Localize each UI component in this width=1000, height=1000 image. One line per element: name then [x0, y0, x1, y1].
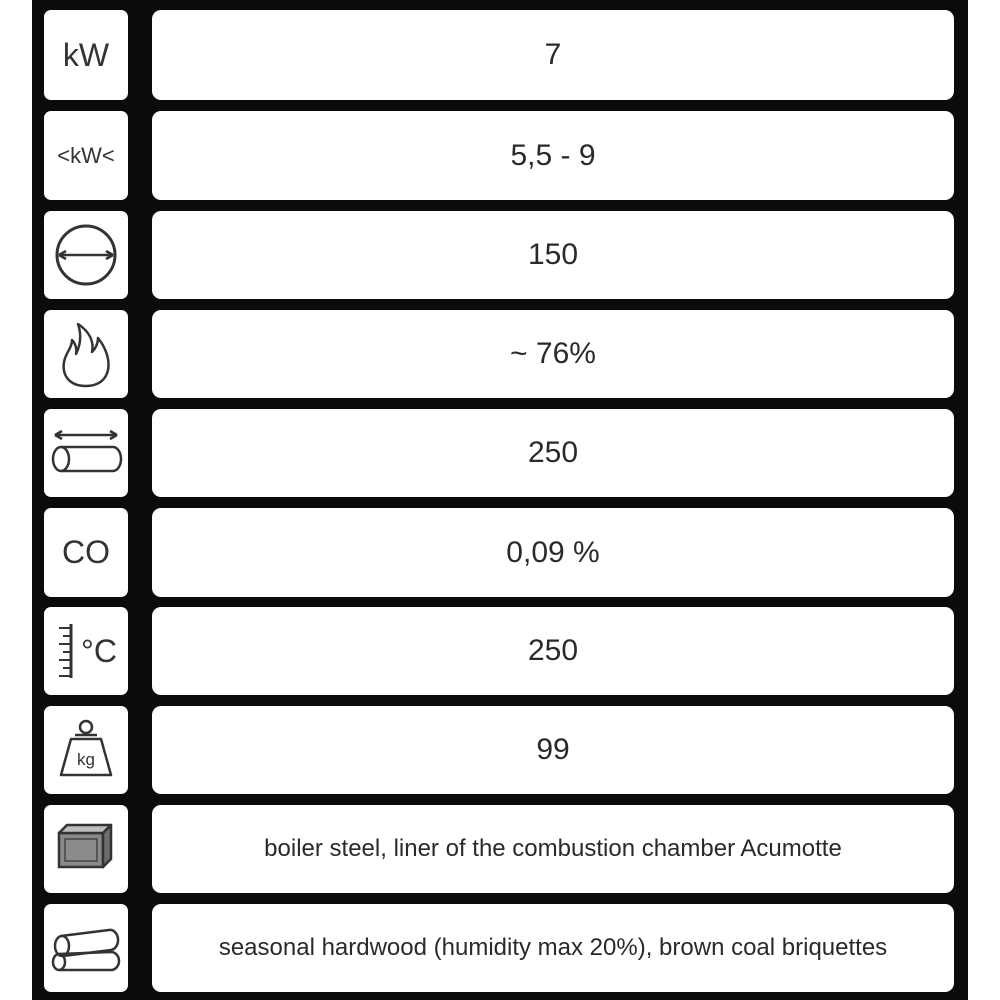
spec-value: seasonal hardwood (humidity max 20%), brown coal briquettes — [152, 904, 954, 992]
power-kw-label: kW — [62, 36, 110, 73]
spec-value: 0,09 % — [152, 508, 954, 597]
thermometer-icon — [44, 607, 128, 695]
celsius-label: °C — [81, 632, 117, 669]
spec-value: 250 — [152, 409, 954, 497]
spec-value: 250 — [152, 607, 954, 695]
spec-value: 150 — [152, 211, 954, 299]
material-block-icon — [44, 805, 128, 893]
spec-row-material — [32, 805, 968, 893]
co-emission-icon — [44, 508, 128, 597]
spec-row-co-emission — [32, 508, 968, 597]
spec-row-power-range — [32, 111, 968, 200]
spec-value: 5,5 - 9 — [152, 111, 954, 200]
spec-row-flue-temperature — [32, 607, 968, 695]
spec-row-flue-diameter — [32, 211, 968, 299]
log-length-icon — [44, 409, 128, 497]
spec-row-fuel — [32, 904, 968, 992]
spec-row-power — [32, 10, 968, 100]
spec-value: 99 — [152, 706, 954, 794]
spec-row-efficiency — [32, 310, 968, 398]
power-range-label: <kW< — [57, 142, 115, 168]
co-label: CO — [62, 534, 110, 570]
fuel-log-icon — [44, 904, 128, 992]
spec-table — [32, 0, 968, 1000]
flue-diameter-icon — [44, 211, 128, 299]
spec-row-weight — [32, 706, 968, 794]
flame-efficiency-icon — [44, 310, 128, 398]
power-range-icon — [44, 111, 128, 200]
spec-row-log-length — [32, 409, 968, 497]
spec-value: boiler steel, liner of the combustion chamber Acumotte — [152, 805, 954, 893]
power-kw-icon — [44, 10, 128, 100]
weight-unit-label: kg — [77, 750, 95, 769]
spec-value: ~ 76% — [152, 310, 954, 398]
spec-value: 7 — [152, 10, 954, 100]
weight-icon — [44, 706, 128, 794]
